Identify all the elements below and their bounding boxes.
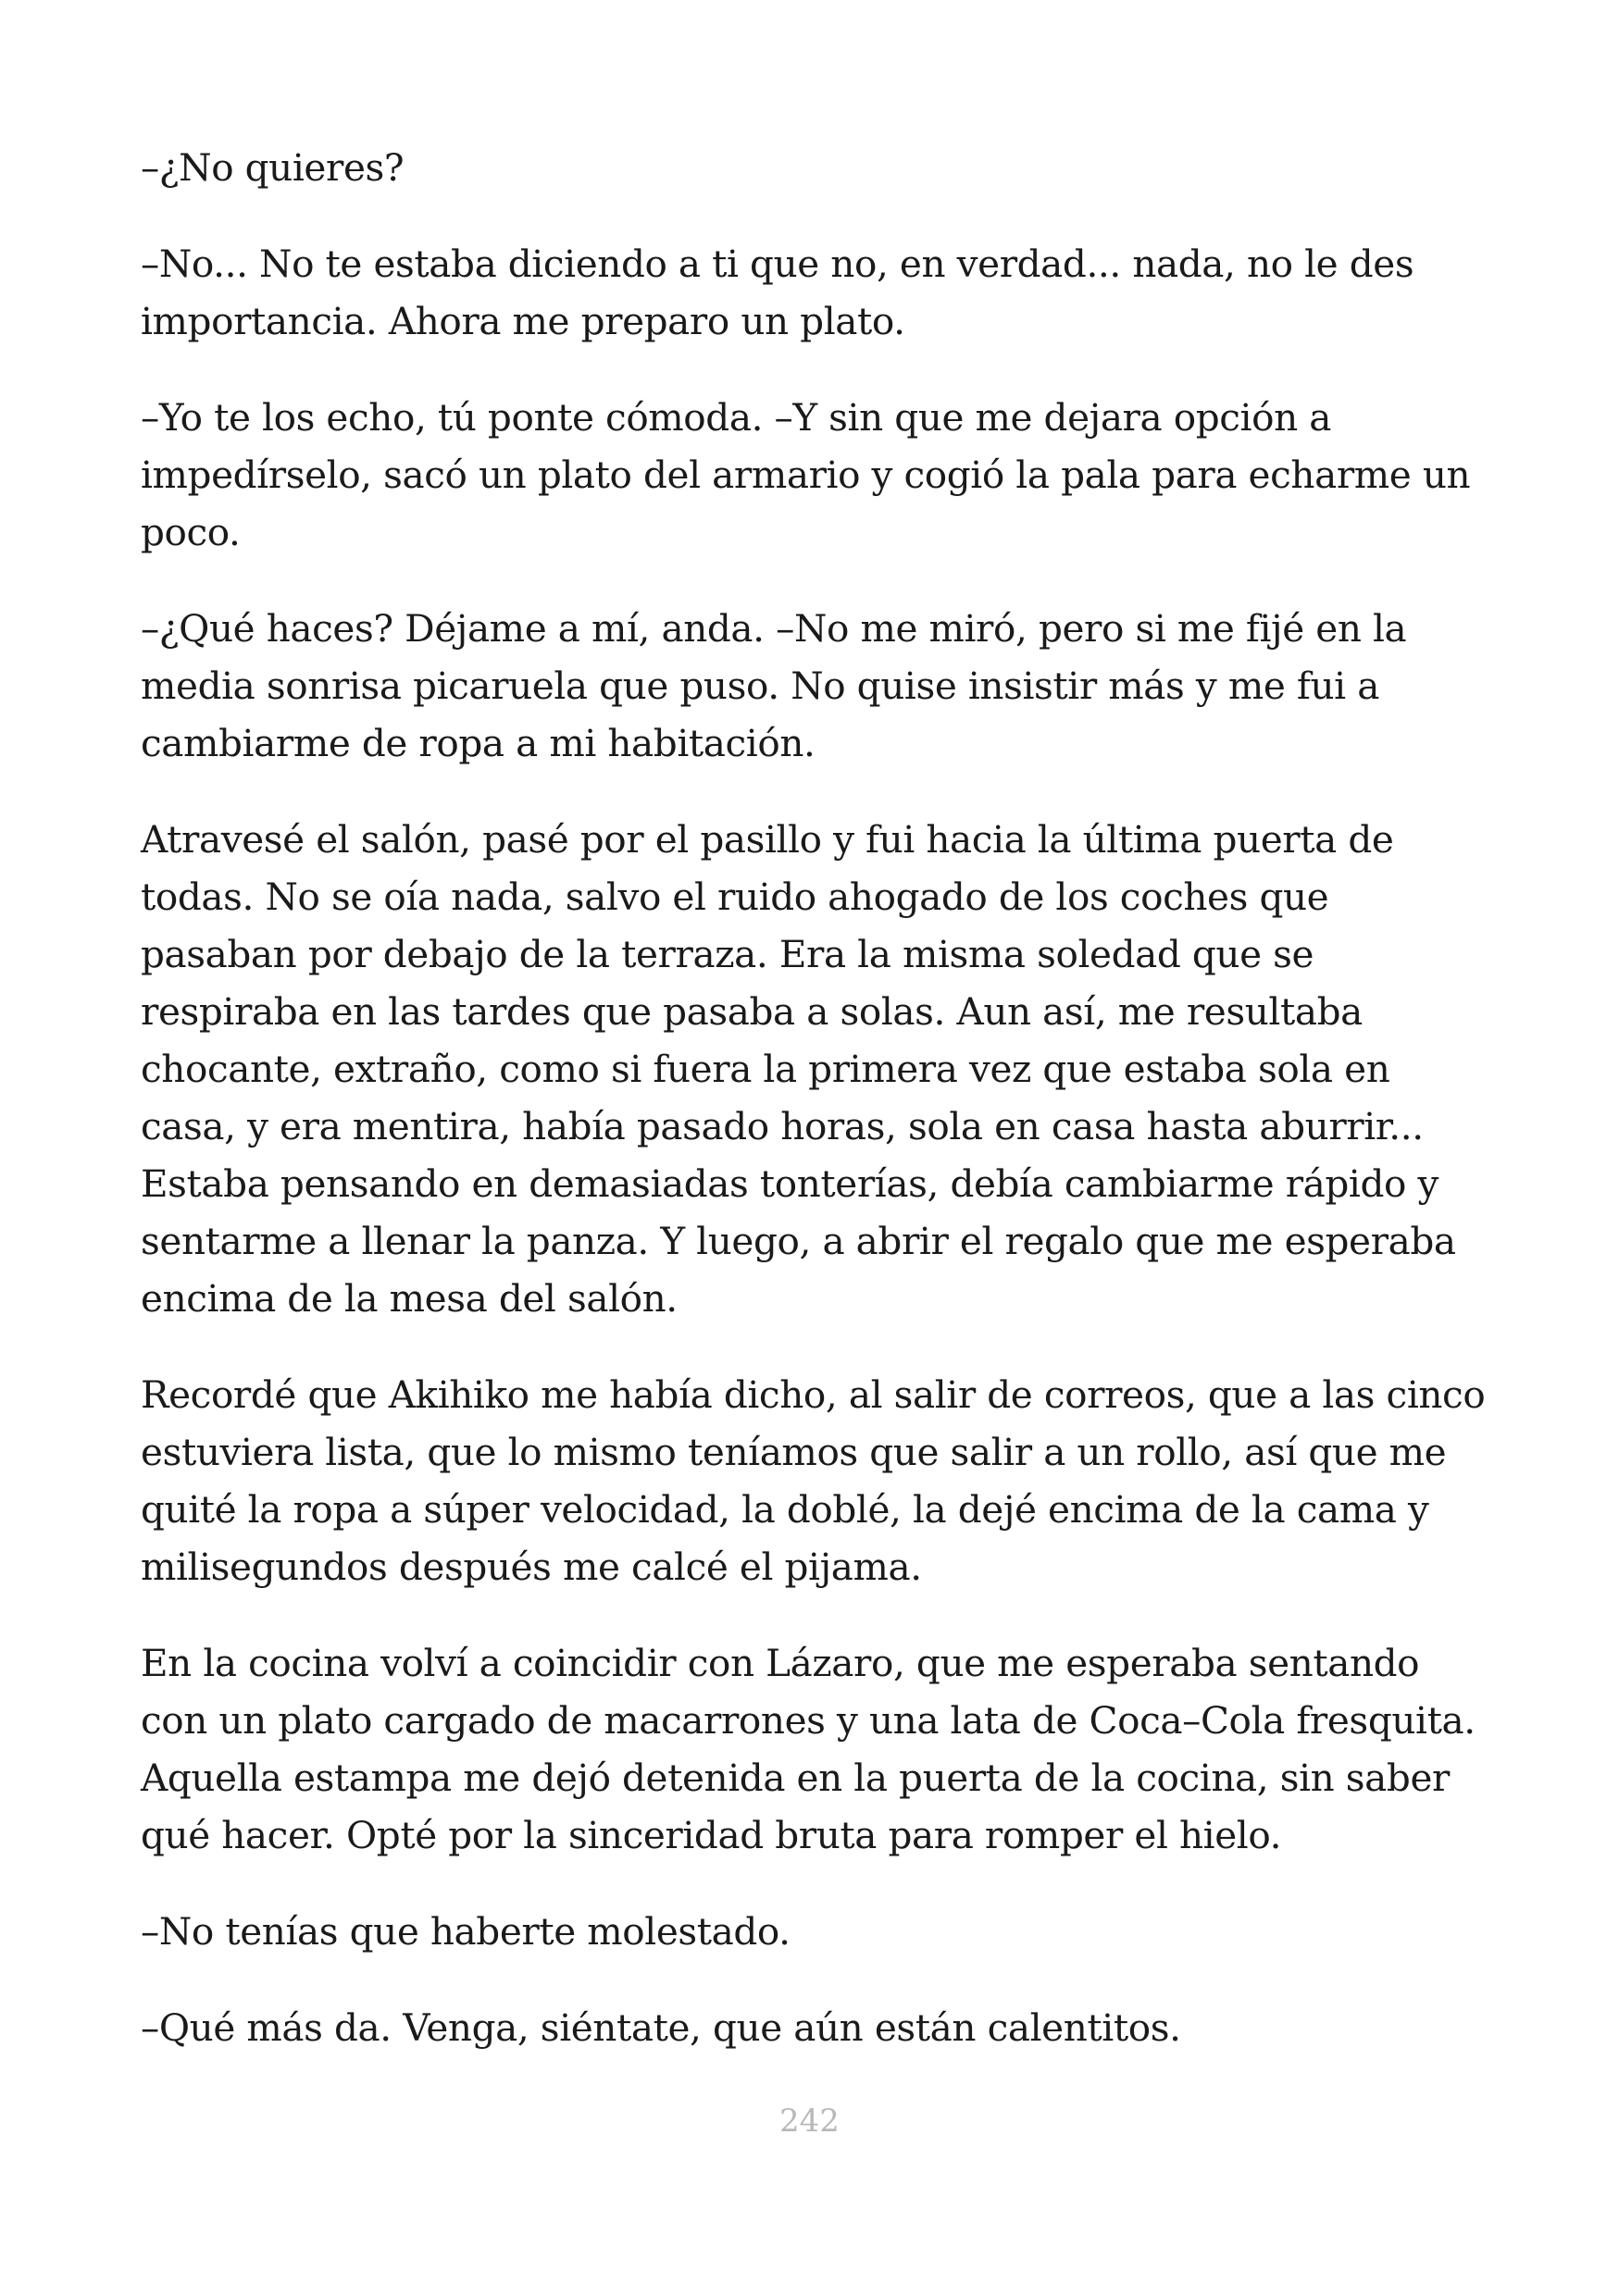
paragraph-2: –No... No te estaba diciendo a ti que no, en verdad... nada, no le des importancia. Ahora me preparo un plato.	[141, 242, 1414, 343]
paragraph-1: –¿No quieres?	[141, 145, 405, 190]
page-number: 242	[779, 2103, 840, 2140]
paragraph-4: –¿Qué haces? Déjame a mí, anda. –No me miró, pero si me fijé en la media sonrisa picaruela que puso. No quise insistir más y me fui a cambiarme de ropa a mi habitación.	[141, 606, 1407, 765]
paragraph-7: En la cocina volví a coincidir con Lázaro, que me esperaba sentando con un plato cargado de macarrones y una lata de Coca–Cola fresquita. Aquella estampa me dejó detenida en la puerta de la cocina, sin saber qué hacer. Opté por la sinceridad bruta para romper el hielo.	[141, 1641, 1476, 1857]
paragraph-8: –No tenías que haberte molestado.	[141, 1909, 791, 1954]
body-text	[141, 139, 1492, 2095]
paragraph-3: –Yo te los echo, tú ponte cómoda. –Y sin que me dejara opción a impedírselo, sacó un plato del armario y cogió la pala para echarme un poco.	[141, 395, 1471, 554]
paragraph-9: –Qué más da. Venga, siéntate, que aún están calentitos.	[141, 2005, 1181, 2050]
paragraph-6: Recordé que Akihiko me había dicho, al salir de correos, que a las cinco estuviera lista, que lo mismo teníamos que salir a un rollo, así que me quité la ropa a súper velocidad, la doblé, la dejé encima de la cama y milisegundos después me calcé el pijama.	[141, 1372, 1486, 1589]
paragraph-5: Atravesé el salón, pasé por el pasillo y fui hacia la última puerta de todas. No se oía nada, salvo el ruido ahogado de los coches que pasaban por debajo de la terraza. Era la misma soledad que se respiraba en las tardes que pasaba a solas. Aun así, me resultaba chocante, extraño, como si fuera la primera vez que estaba sola en casa, y era mentira, había pasado horas, sola en casa hasta aburrir... Estaba pensando en demasiadas tonterías, debía cambiarme rápido y sentarme a llenar la panza. Y luego, a abrir el regalo que me esperaba encima de la mesa del salón.	[141, 817, 1456, 1321]
